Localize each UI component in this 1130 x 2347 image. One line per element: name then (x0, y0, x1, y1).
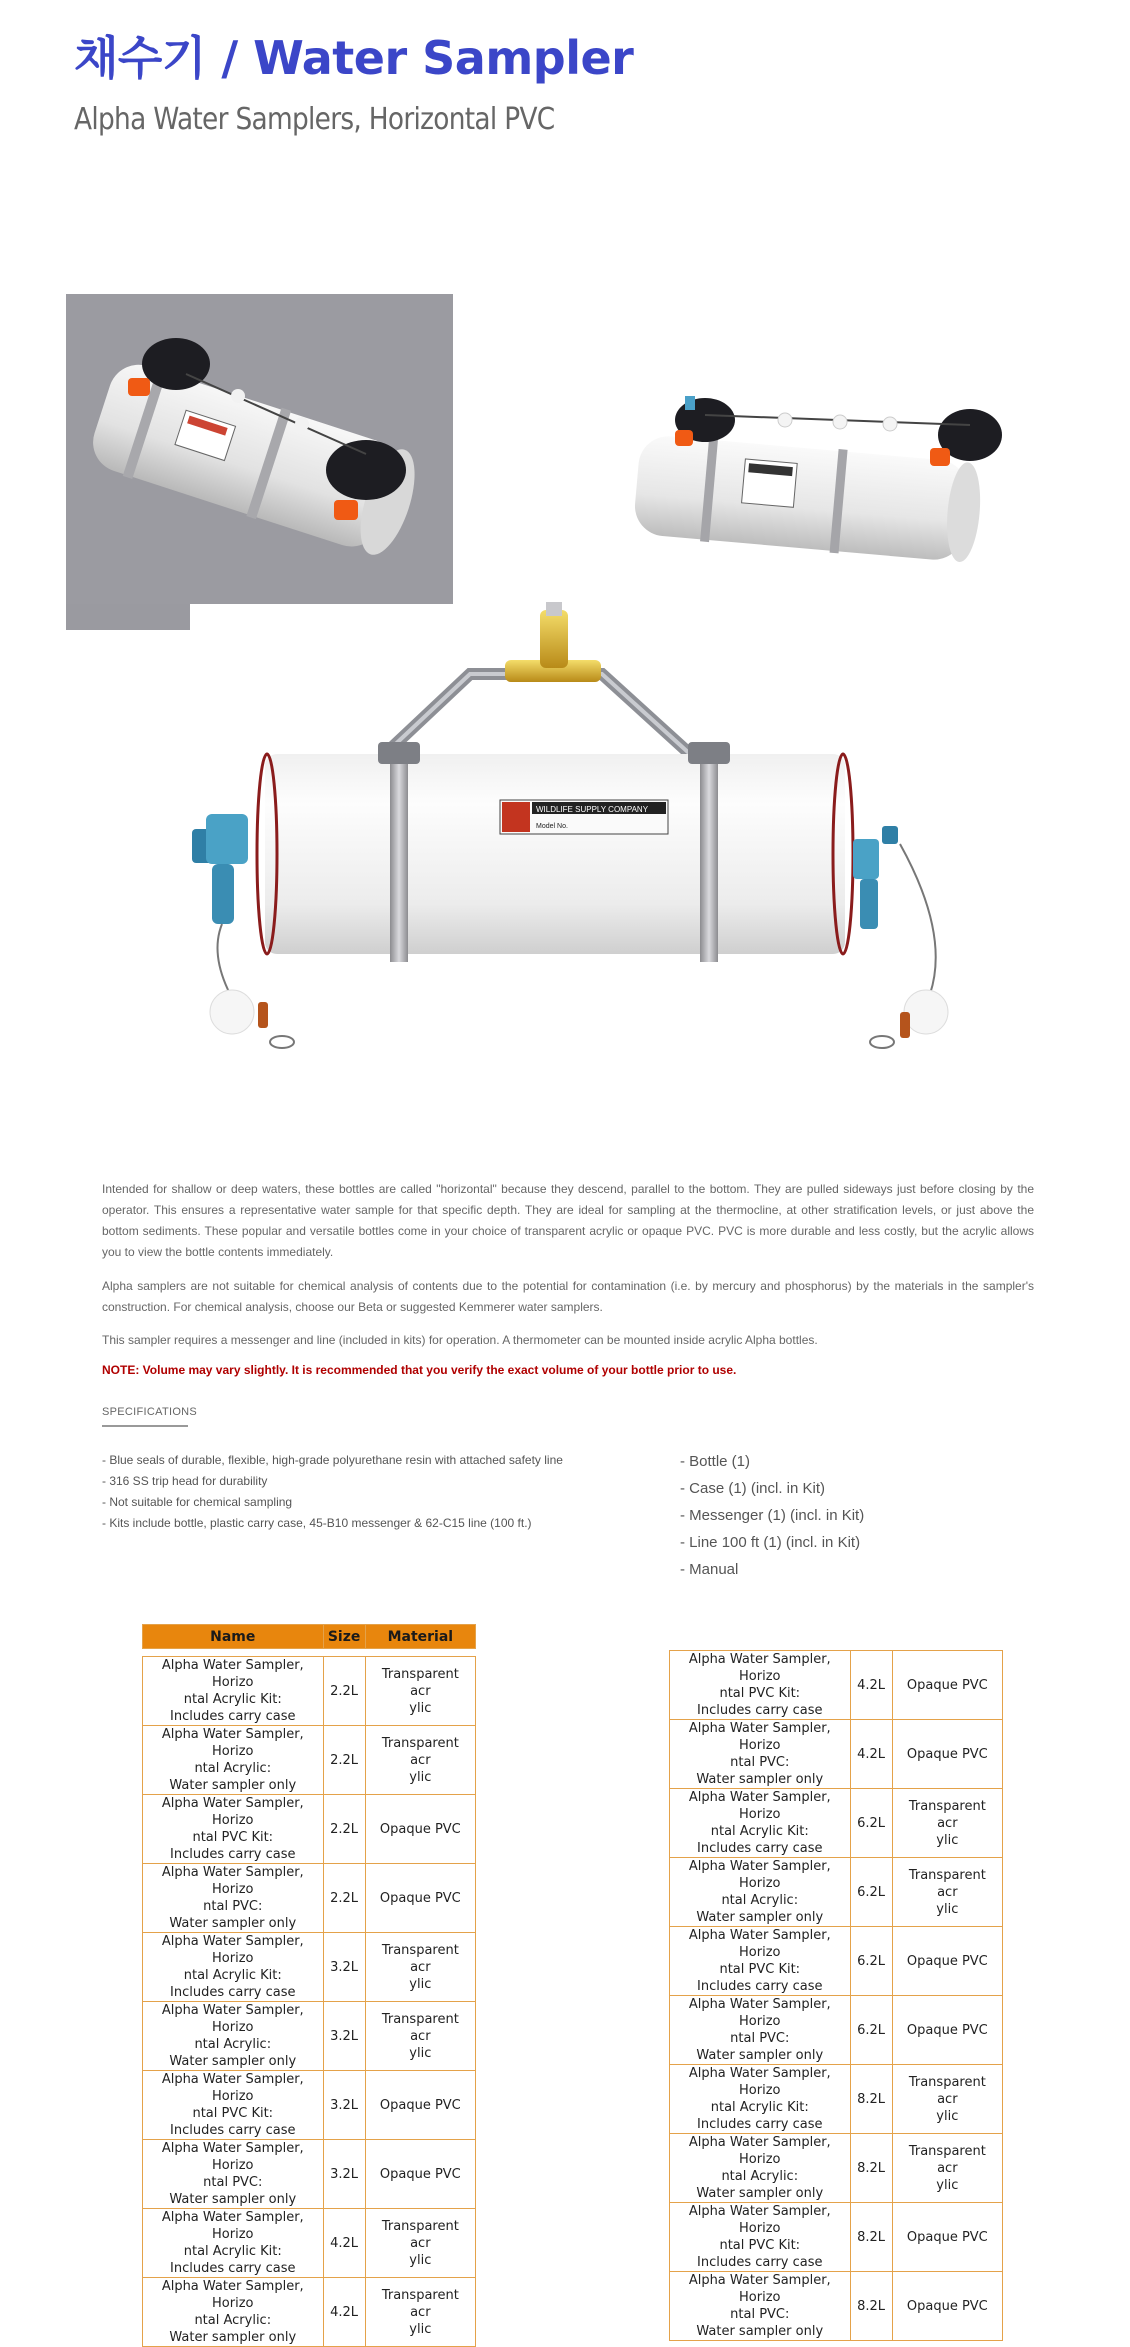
product-name-cell (143, 2209, 324, 2278)
product-name-line: ntal Acrylic: (194, 2313, 272, 2328)
product-name-line: Water sampler only (696, 2048, 824, 2063)
material-line: ylic (409, 1976, 432, 1992)
product-size-cell: 4.2L (323, 2209, 365, 2278)
product-name-cell (143, 1864, 324, 1933)
product-name-line: ntal Acrylic: (194, 1761, 272, 1776)
horizontal-sampler-photo-icon (625, 380, 1025, 580)
material-line: Transparent acr (908, 1867, 986, 1900)
product-name-line: ntal PVC: (203, 2175, 263, 2190)
horizontal-sampler-photo-icon (170, 594, 1000, 1054)
product-name-line: ntal PVC: (203, 1899, 263, 1914)
product-name-line: Alpha Water Sampler, Horizo (161, 2072, 304, 2104)
label-model-text: Model No. (536, 823, 568, 830)
description-paragraph-3: This sampler requires a messenger and line (included in kits) for operation. A thermometer can be mounted inside acrylic Alpha bottles. (102, 1333, 818, 1347)
product-name-cell (670, 1927, 851, 1996)
product-name-line: Includes carry case (170, 2261, 296, 2276)
product-name-line: ntal Acrylic: (721, 1893, 799, 1908)
material-line: ylic (409, 2045, 432, 2061)
product-size-cell: 8.2L (850, 2134, 892, 2203)
product-name-line: Alpha Water Sampler, Horizo (688, 2066, 831, 2098)
product-name-line: Alpha Water Sampler, Horizo (688, 1859, 831, 1891)
contents-item: - Line 100 ft (1) (incl. in Kit) (680, 1534, 861, 1551)
product-size-cell: 6.2L (850, 1927, 892, 1996)
product-name-line: Includes carry case (170, 1709, 296, 1724)
product-name-line: ntal PVC Kit: (719, 1686, 801, 1701)
product-material-cell (365, 2278, 475, 2347)
package-contents-list (680, 1448, 864, 1583)
table-row (143, 2071, 476, 2140)
page-subtitle: Alpha Water Samplers, Horizontal PVC (74, 102, 555, 137)
product-table-right (669, 1650, 1003, 2341)
product-name-line: Includes carry case (170, 1847, 296, 1862)
material-line: Transparent acr (381, 2287, 459, 2320)
table-row (670, 2134, 1003, 2203)
product-photo-large (170, 594, 1000, 1054)
product-size-cell: 3.2L (323, 2140, 365, 2209)
product-name-line: Alpha Water Sampler, Horizo (161, 2279, 304, 2311)
horizontal-sampler-photo-icon (66, 294, 453, 604)
product-name-cell (670, 2065, 851, 2134)
product-name-cell (670, 1651, 851, 1720)
product-material-cell (892, 1720, 1002, 1789)
table-row (670, 2065, 1003, 2134)
product-name-line: Alpha Water Sampler, Horizo (161, 1658, 304, 1690)
product-name-line: Alpha Water Sampler, Horizo (688, 2273, 831, 2305)
product-size-cell: 2.2L (323, 1726, 365, 1795)
column-header-material: Material (365, 1625, 475, 1649)
material-line: Opaque PVC (379, 1890, 461, 1906)
product-name-line: Alpha Water Sampler, Horizo (688, 1790, 831, 1822)
product-name-line: Water sampler only (169, 1916, 297, 1931)
product-name-cell (143, 1795, 324, 1864)
product-name-cell (670, 2134, 851, 2203)
product-name-line: Includes carry case (170, 2123, 296, 2138)
table-row (143, 1795, 476, 1864)
contents-item: - Bottle (1) (680, 1453, 751, 1470)
product-name-line: Water sampler only (696, 2186, 824, 2201)
specifications-underline (102, 1425, 188, 1427)
contents-item: - Manual (680, 1561, 739, 1578)
product-name-line: Includes carry case (697, 2255, 823, 2270)
material-line: Transparent acr (381, 2011, 459, 2044)
product-size-cell: 3.2L (323, 2071, 365, 2140)
product-name-line: ntal Acrylic: (194, 2037, 272, 2052)
table-row (143, 1933, 476, 2002)
product-material-cell (892, 2272, 1002, 2341)
product-material-cell (365, 2002, 475, 2071)
product-name-line: ntal PVC Kit: (719, 1962, 801, 1977)
contents-item: - Case (1) (incl. in Kit) (680, 1480, 826, 1497)
description-paragraph-2: Alpha samplers are not suitable for chemical analysis of contents due to the potential for contamination (i.e. by mercury and phosphorus) by the materials in the sampler's construction. For chemical analysis, choose our Beta or suggested Kemmerer water samplers. (102, 1279, 1034, 1314)
product-material-cell (892, 1789, 1002, 1858)
material-line: Transparent acr (908, 2074, 986, 2107)
product-name-cell (670, 1720, 851, 1789)
table-header-row (143, 1625, 476, 1649)
material-line: Opaque PVC (906, 1953, 988, 1969)
product-name-line: ntal PVC Kit: (192, 2106, 274, 2121)
material-line: Opaque PVC (906, 1746, 988, 1762)
column-header-name: Name (143, 1625, 324, 1649)
product-name-cell (143, 1657, 324, 1726)
material-line: Transparent acr (381, 1735, 459, 1768)
product-name-cell (670, 1858, 851, 1927)
product-name-line: Alpha Water Sampler, Horizo (161, 1865, 304, 1897)
product-name-line: ntal Acrylic Kit: (183, 2244, 282, 2259)
product-photo-grey (66, 294, 453, 604)
product-material-cell (365, 1657, 475, 1726)
product-name-line: ntal Acrylic Kit: (710, 1824, 809, 1839)
product-size-cell: 2.2L (323, 1657, 365, 1726)
product-name-cell (143, 1726, 324, 1795)
table-body-right (670, 1651, 1003, 2341)
product-name-line: Water sampler only (169, 2054, 297, 2069)
table-row (143, 1864, 476, 1933)
product-name-line: Water sampler only (696, 1772, 824, 1787)
product-material-cell (892, 1651, 1002, 1720)
feature-list (102, 1450, 563, 1534)
column-header-size: Size (323, 1625, 365, 1649)
table-row (670, 1651, 1003, 1720)
product-photo-small (625, 380, 1025, 580)
volume-note: NOTE: Volume may vary slightly. It is recommended that you verify the exact volume of your bottle prior to use. (102, 1363, 737, 1377)
feature-item: - Not suitable for chemical sampling (102, 1495, 293, 1509)
product-size-cell: 8.2L (850, 2272, 892, 2341)
product-material-cell (892, 2134, 1002, 2203)
material-line: ylic (936, 2177, 959, 2193)
material-line: ylic (409, 2252, 432, 2268)
product-size-cell: 4.2L (323, 2278, 365, 2347)
product-name-line: Alpha Water Sampler, Horizo (161, 1934, 304, 1966)
material-line: ylic (409, 1700, 432, 1716)
table-row (143, 2140, 476, 2209)
feature-item: - Blue seals of durable, flexible, high-grade polyurethane resin with attached safety line (102, 1453, 563, 1467)
table-spacer-row (143, 1649, 476, 1657)
product-material-cell (892, 1858, 1002, 1927)
product-name-line: Includes carry case (697, 1841, 823, 1856)
table-row (143, 2002, 476, 2071)
material-line: Opaque PVC (379, 2166, 461, 2182)
material-line: ylic (409, 2321, 432, 2337)
table-row (670, 1858, 1003, 1927)
product-material-cell (365, 2071, 475, 2140)
product-name-cell (670, 2272, 851, 2341)
product-name-line: Alpha Water Sampler, Horizo (161, 2003, 304, 2035)
feature-item: - 316 SS trip head for durability (102, 1474, 268, 1488)
product-name-line: Includes carry case (697, 2117, 823, 2132)
feature-item: - Kits include bottle, plastic carry case, 45-B10 messenger & 62-C15 line (100 ft.) (102, 1516, 532, 1530)
product-name-line: ntal Acrylic Kit: (183, 1968, 282, 1983)
table-row (670, 2272, 1003, 2341)
material-line: Transparent acr (381, 2218, 459, 2251)
product-material-cell (365, 1933, 475, 2002)
product-name-line: Water sampler only (169, 2330, 297, 2345)
product-name-line: ntal PVC: (730, 2031, 790, 2046)
table-spacer-cell (143, 1649, 476, 1657)
product-name-cell (143, 2002, 324, 2071)
product-name-cell (670, 1789, 851, 1858)
product-table-left (142, 1624, 476, 2347)
label-company-text: WILDLIFE SUPPLY COMPANY (536, 805, 649, 814)
product-name-line: Water sampler only (696, 2324, 824, 2339)
table-row (670, 1720, 1003, 1789)
specifications-heading: SPECIFICATIONS (102, 1406, 198, 1418)
product-name-line: Alpha Water Sampler, Horizo (688, 1721, 831, 1753)
product-name-line: Includes carry case (170, 1985, 296, 2000)
product-material-cell (892, 1927, 1002, 1996)
product-name-line: ntal PVC: (730, 2307, 790, 2322)
product-name-line: ntal PVC: (730, 1755, 790, 1770)
product-size-cell: 4.2L (850, 1720, 892, 1789)
contents-item: - Messenger (1) (incl. in Kit) (680, 1507, 865, 1524)
product-name-line: Alpha Water Sampler, Horizo (688, 2135, 831, 2167)
material-line: Transparent acr (908, 2143, 986, 2176)
product-name-cell (670, 1996, 851, 2065)
material-line: Opaque PVC (379, 2097, 461, 2113)
product-name-line: Includes carry case (697, 1703, 823, 1718)
material-line: Opaque PVC (906, 2022, 988, 2038)
table-row (143, 2209, 476, 2278)
product-material-cell (365, 2140, 475, 2209)
product-name-line: Water sampler only (696, 1910, 824, 1925)
material-line: Opaque PVC (906, 1677, 988, 1693)
product-size-cell: 8.2L (850, 2065, 892, 2134)
product-name-line: Alpha Water Sampler, Horizo (161, 1796, 304, 1828)
product-name-line: Includes carry case (697, 1979, 823, 1994)
product-material-cell (892, 2065, 1002, 2134)
material-line: Opaque PVC (379, 1821, 461, 1837)
product-name-line: Alpha Water Sampler, Horizo (161, 2210, 304, 2242)
product-name-cell (143, 2140, 324, 2209)
product-name-line: Alpha Water Sampler, Horizo (161, 1727, 304, 1759)
product-material-cell (365, 1795, 475, 1864)
product-name-line: Alpha Water Sampler, Horizo (161, 2141, 304, 2173)
product-name-line: ntal Acrylic: (721, 2169, 799, 2184)
material-line: ylic (409, 1769, 432, 1785)
material-line: Opaque PVC (906, 2298, 988, 2314)
table-row (670, 1789, 1003, 1858)
product-size-cell: 3.2L (323, 1933, 365, 2002)
product-material-cell (365, 1726, 475, 1795)
product-name-cell (670, 2203, 851, 2272)
material-line: Opaque PVC (906, 2229, 988, 2245)
product-name-line: Alpha Water Sampler, Horizo (688, 1997, 831, 2029)
product-name-line: Alpha Water Sampler, Horizo (688, 2204, 831, 2236)
product-size-cell: 6.2L (850, 1996, 892, 2065)
product-size-cell: 8.2L (850, 2203, 892, 2272)
product-size-cell: 6.2L (850, 1858, 892, 1927)
product-name-line: Alpha Water Sampler, Horizo (688, 1652, 831, 1684)
product-name-cell (143, 2278, 324, 2347)
table-row (143, 1726, 476, 1795)
product-size-cell: 4.2L (850, 1651, 892, 1720)
product-name-cell (143, 2071, 324, 2140)
product-name-line: ntal Acrylic Kit: (183, 1692, 282, 1707)
product-material-cell (365, 1864, 475, 1933)
page-title: 채수기 / Water Sampler (74, 31, 634, 85)
table-row (670, 2203, 1003, 2272)
table-body-left (143, 1649, 476, 2347)
table-row (670, 1996, 1003, 2065)
material-line: ylic (936, 2108, 959, 2124)
product-name-line: Water sampler only (169, 1778, 297, 1793)
product-size-cell: 3.2L (323, 2002, 365, 2071)
table-row (670, 1927, 1003, 1996)
product-name-line: ntal PVC Kit: (192, 1830, 274, 1845)
product-size-cell: 2.2L (323, 1795, 365, 1864)
table-row (143, 1657, 476, 1726)
product-material-cell (892, 1996, 1002, 2065)
product-name-line: ntal PVC Kit: (719, 2238, 801, 2253)
material-line: ylic (936, 1832, 959, 1848)
product-name-line: Water sampler only (169, 2192, 297, 2207)
material-line: Transparent acr (381, 1942, 459, 1975)
product-size-cell: 6.2L (850, 1789, 892, 1858)
product-name-line: Alpha Water Sampler, Horizo (688, 1928, 831, 1960)
description-paragraph-1: Intended for shallow or deep waters, these bottles are called "horizontal" because they descend, parallel to the bottom. They are pulled sideways just before closing by the operator. This ensures a representative water sample for that specific depth. They are ideal for sampling at the thermocline, at other stratification levels, or just above the bottom sediments. These popular and versatile bottles come in your choice of transparent acrylic or opaque PVC. PVC is more durable and less costly, but the acrylic allows you to view the bottle contents immediately. (102, 1182, 1034, 1259)
product-material-cell (365, 2209, 475, 2278)
material-line: Transparent acr (908, 1798, 986, 1831)
material-line: Transparent acr (381, 1666, 459, 1699)
product-name-line: ntal Acrylic Kit: (710, 2100, 809, 2115)
material-line: ylic (936, 1901, 959, 1917)
product-name-cell (143, 1933, 324, 2002)
product-material-cell (892, 2203, 1002, 2272)
product-size-cell: 2.2L (323, 1864, 365, 1933)
table-row (143, 2278, 476, 2347)
